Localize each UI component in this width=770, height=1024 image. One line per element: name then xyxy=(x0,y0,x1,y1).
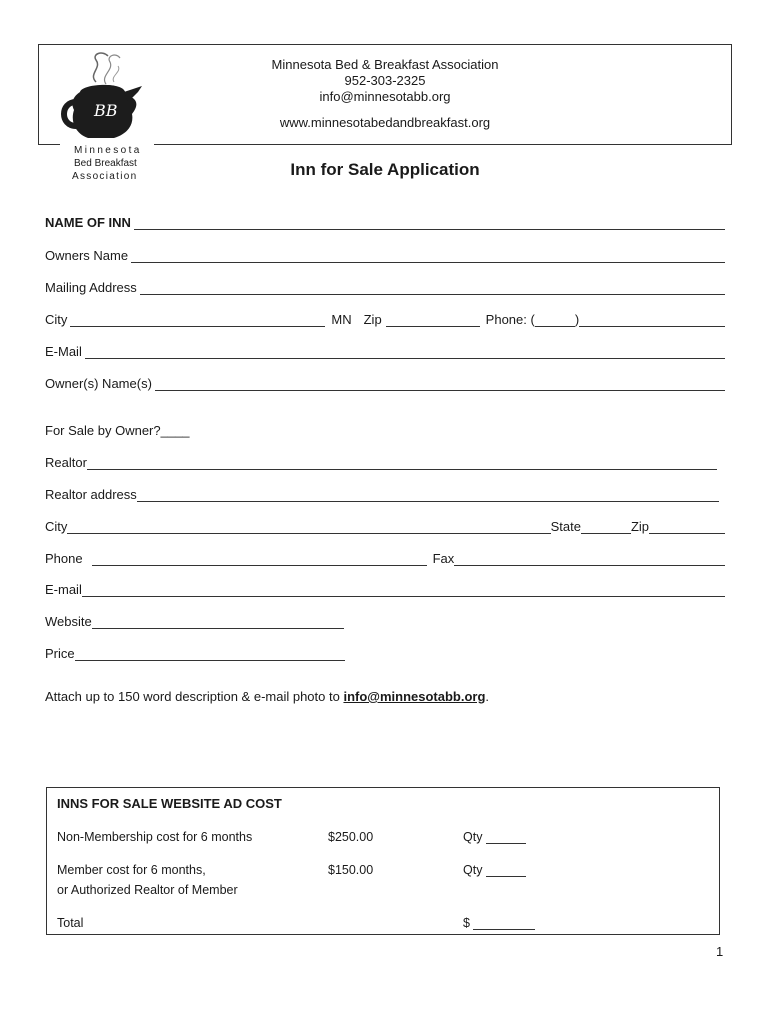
cost-row-price: $150.00 xyxy=(328,863,374,877)
qty-input-non-member[interactable] xyxy=(486,831,526,844)
page-title: Inn for Sale Application xyxy=(290,160,480,179)
cost-row-price: $250.00 xyxy=(328,830,374,844)
qty-label: Qty xyxy=(463,830,483,844)
owners-names-input[interactable] xyxy=(155,376,725,391)
field-label-price: Price xyxy=(45,646,75,661)
price-input[interactable] xyxy=(75,646,345,661)
field-row-for-sale-by-owner xyxy=(45,418,725,438)
field-row-realtor xyxy=(45,450,725,470)
page-number: 1 xyxy=(716,944,724,959)
realtor-input[interactable] xyxy=(87,455,717,470)
realtor-address-input[interactable] xyxy=(137,487,719,502)
cost-row-qty xyxy=(463,830,526,844)
attach-text: Attach up to 150 word description & e-mail photo to xyxy=(45,689,344,704)
logo-monogram: BB xyxy=(94,101,118,120)
total-label: Total xyxy=(57,916,84,930)
field-row-mailing-address xyxy=(45,275,725,295)
org-name: Minnesota Bed & Breakfast Association xyxy=(271,57,499,72)
state-mn-label: MN xyxy=(331,312,352,327)
attach-period: . xyxy=(485,689,490,704)
field-row-website xyxy=(45,609,725,629)
org-phone: 952-303-2325 xyxy=(344,73,426,88)
logo-wordmark xyxy=(60,144,154,183)
field-label-realtor: Realtor xyxy=(45,455,87,470)
qty-input-member[interactable] xyxy=(486,864,526,877)
field-row-realtor-email xyxy=(45,577,725,597)
field-row-city-zip-phone xyxy=(45,307,725,327)
realtor-city-input[interactable] xyxy=(67,519,550,534)
field-label-mailing-address: Mailing Address xyxy=(45,280,137,295)
website-input[interactable] xyxy=(92,614,344,629)
logo-line-3: Association xyxy=(72,171,138,182)
total-input[interactable] xyxy=(473,917,535,930)
owners-name-input[interactable] xyxy=(131,248,725,263)
field-label-city: City xyxy=(45,312,68,327)
cost-row-label: Member cost for 6 months, xyxy=(57,863,206,877)
realtor-email-input[interactable] xyxy=(82,582,725,597)
org-contact-block xyxy=(230,57,540,131)
field-label-owners-name: Owners Name xyxy=(45,248,129,263)
field-label-phone: Phone: ( xyxy=(485,312,535,327)
org-website: www.minnesotabedandbreakfast.org xyxy=(279,115,491,130)
field-label-website: Website xyxy=(45,614,92,629)
field-label-owners-names: Owner(s) Name(s) xyxy=(45,376,152,391)
name-of-inn-input[interactable] xyxy=(134,215,725,230)
realtor-phone-input[interactable] xyxy=(92,551,427,566)
field-row-realtor-phone-fax xyxy=(45,546,725,566)
field-label-realtor-address: Realtor address xyxy=(45,487,137,502)
field-row-email xyxy=(45,339,725,359)
attach-email-link[interactable]: info@minnesotabb.org xyxy=(343,689,486,704)
field-row-owners-name xyxy=(45,243,725,263)
email-input[interactable] xyxy=(85,344,725,359)
field-row-realtor-city-state-zip xyxy=(45,514,725,534)
fax-input[interactable] xyxy=(454,551,725,566)
phone-area-code-input[interactable] xyxy=(535,312,575,327)
cost-row-label-continued: or Authorized Realtor of Member xyxy=(57,883,238,897)
ad-cost-title: INNS FOR SALE WEBSITE AD COST xyxy=(57,796,282,811)
field-label-realtor-phone: Phone xyxy=(45,551,83,566)
logo-line-2: Bed Breakfast xyxy=(74,158,137,169)
phone-number-input[interactable] xyxy=(579,312,725,327)
qty-label: Qty xyxy=(463,863,483,877)
field-label-realtor-city: City xyxy=(45,519,68,534)
field-row-owners-names xyxy=(45,371,725,391)
field-label-name-of-inn: NAME OF INN xyxy=(45,215,131,230)
field-row-price xyxy=(45,641,725,661)
field-label-fax: Fax xyxy=(432,551,455,566)
org-email: info@minnesotabb.org xyxy=(319,89,451,104)
for-sale-by-owner-field[interactable]: For Sale by Owner?____ xyxy=(45,423,190,438)
field-label-state: State xyxy=(550,519,581,534)
mailing-address-input[interactable] xyxy=(140,280,725,295)
ad-cost-table xyxy=(46,787,720,935)
cost-row-label: Non-Membership cost for 6 months xyxy=(57,830,253,844)
state-input[interactable] xyxy=(581,519,631,534)
zip-input[interactable] xyxy=(386,312,480,327)
field-row-name-of-inn xyxy=(45,210,725,230)
field-label-email: E-Mail xyxy=(45,344,82,359)
dollar-sign: $ xyxy=(463,916,470,930)
city-input[interactable] xyxy=(70,312,325,327)
field-label-realtor-email: E-mail xyxy=(45,582,82,597)
field-label-realtor-zip: Zip xyxy=(630,519,649,534)
phone-paren-close: ) xyxy=(574,312,580,327)
realtor-zip-input[interactable] xyxy=(649,519,725,534)
cost-row-qty xyxy=(463,863,526,877)
total-amount xyxy=(463,916,535,930)
field-row-realtor-address xyxy=(45,482,725,502)
attach-instructions xyxy=(45,689,489,704)
logo-line-1: Minnesota xyxy=(74,145,142,156)
field-label-zip: Zip xyxy=(363,312,382,327)
